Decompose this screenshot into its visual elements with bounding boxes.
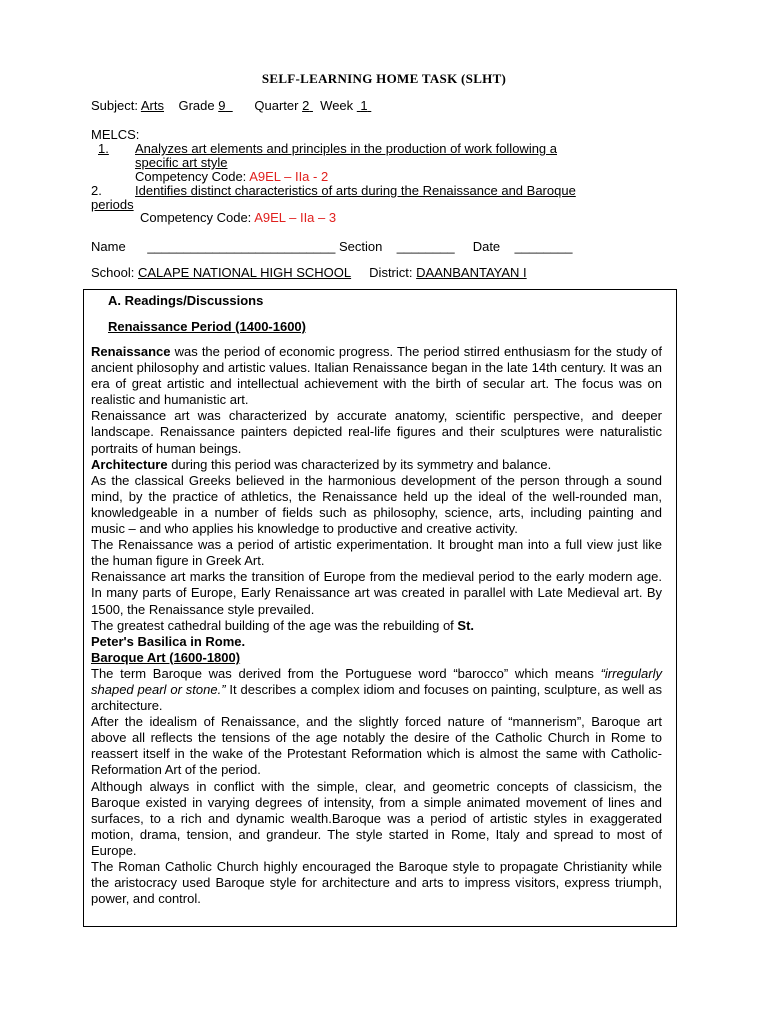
section-heading: A. Readings/Discussions xyxy=(108,293,264,308)
name-section-date-line xyxy=(91,239,572,254)
district-value: DAANBANTAYAN I xyxy=(416,265,527,280)
paragraph: Renaissance art marks the transition of Europe from the medieval period to the early modern age. In many parts of Europe, Early Renaissance art was created in parallel with Late Medieval art. By 1500, the Renaissance style prevailed. xyxy=(91,569,662,617)
melc1-line1: Analyzes art elements and principles in the production of work following a xyxy=(135,141,558,156)
st-peters-basilica: Peter's Basilica in Rome. xyxy=(91,633,246,649)
quarter-value: 2 xyxy=(302,98,310,113)
paragraph: Renaissance art was characterized by accurate anatomy, scientific perspective, and deeper landscape. Renaissance painters depicted real-life figures and their sculptures were naturalistic portraits of human beings. xyxy=(91,408,662,456)
readings-box xyxy=(83,289,677,927)
paragraph: The greatest cathedral building of the age was the rebuilding of St. xyxy=(91,617,475,633)
grade-value: 9 xyxy=(218,98,226,113)
quarter-label: Quarter xyxy=(254,98,299,113)
subject-label: Subject: xyxy=(91,98,138,113)
melc1-number: 1. xyxy=(98,141,109,156)
melc2-number: 2. xyxy=(91,183,102,198)
week-value: 1 xyxy=(360,98,368,113)
date-label: Date xyxy=(472,239,501,254)
barocco-meaning: “irregularly shaped pearl or stone.” xyxy=(91,665,662,697)
melc2-code: A9EL – IIa – 3 xyxy=(254,210,337,225)
subject-value: Arts xyxy=(140,98,165,113)
week-label: Week xyxy=(320,98,354,113)
melc1-line2: specific art style xyxy=(135,155,228,170)
renaissance-term: Renaissance xyxy=(91,344,171,359)
melcs-label: MELCS: xyxy=(91,127,140,142)
page-title: SELF-LEARNING HOME TASK (SLHT) xyxy=(261,71,507,86)
school-label: School: xyxy=(91,265,135,280)
paragraph: Renaissance was the period of economic progress. The period stirred enthusiasm for the study of ancient philosophy and artistic values. Italian Renaissance began in the late 14th century. It was an era of great artistic and intellectual achievement with the birth of secular art. The focus was on realistic and humanistic art. xyxy=(91,344,662,408)
reading-text xyxy=(91,344,662,907)
paragraph: The Renaissance was a period of artistic experimentation. It brought man into a full view just like the human figure in Greek Art. xyxy=(91,537,662,569)
melc1-code: A9EL – IIa - 2 xyxy=(249,169,329,184)
paragraph: Architecture during this period was characterized by its symmetry and balance. xyxy=(91,456,552,472)
date-blank: ________ xyxy=(514,239,573,254)
melc2-line2: periods xyxy=(91,197,134,212)
melc2-line1: Identifies distinct characteristics of arts during the Renaissance and Baroque xyxy=(135,183,576,198)
paragraph: After the idealism of Renaissance, and the slightly forced nature of “mannerism”, Baroque art above all reflects the tensions of the age notably the desire of the Catholic Church in Rome to reassert itself in the wake of the Protestant Reformation which is almost the same with Catholic- Reformation Art of the period. xyxy=(91,714,662,778)
school-line xyxy=(91,265,527,280)
architecture-term: Architecture xyxy=(91,456,168,472)
paragraph: As the classical Greeks believed in the harmonious development of the person through a sound mind, by the practice of athletics, the Renaissance held up the ideal of the well-rounded man, knowledgeable in a number of fields such as philosophy, science, arts, including painting and music – and who applies his knowledge to productive and creative activity. xyxy=(91,472,662,537)
melc1-code-label: Competency Code: xyxy=(135,169,247,184)
school-value: CALAPE NATIONAL HIGH SCHOOL xyxy=(138,265,352,280)
melc2-competency xyxy=(140,210,336,225)
paragraph: The Roman Catholic Church highly encouraged the Baroque style to propagate Christianity while the aristocracy used Baroque style for architecture and arts to impress visitors, express triumph, power, and control. xyxy=(91,859,662,907)
name-label: Name xyxy=(91,239,126,254)
melc1-competency xyxy=(135,169,328,184)
baroque-heading: Baroque Art (1600-1800) xyxy=(91,649,241,665)
renaissance-heading: Renaissance Period (1400-1600) xyxy=(108,319,306,334)
melc2-code-label: Competency Code: xyxy=(140,210,252,225)
paragraph: Although always in conflict with the simple, clear, and geometric concepts of classicism, the Baroque existed in varying degrees of intensity, from a simple animated movement of lines and surfaces, to a rich and dynamic wealth.Baroque was a period of artistic styles in exaggerated motion, drama, tension, and grandeur. The style started in Rome, Italy and spread to most of Europe. xyxy=(91,778,662,858)
subject-line xyxy=(91,98,371,113)
paragraph: The term Baroque was derived from the Portuguese word “barocco” which means “irregularly shaped pearl or stone.” It describes a complex idiom and focuses on painting, sculpture, as well as architecture. xyxy=(91,665,662,714)
paragraph xyxy=(91,634,662,650)
st-term: St. xyxy=(457,617,475,633)
grade-label: Grade xyxy=(178,98,215,113)
section-blank: ________ xyxy=(396,239,455,254)
district-label: District: xyxy=(369,265,413,280)
section-label: Section xyxy=(338,239,383,254)
name-blank: __________________________ xyxy=(147,239,336,254)
